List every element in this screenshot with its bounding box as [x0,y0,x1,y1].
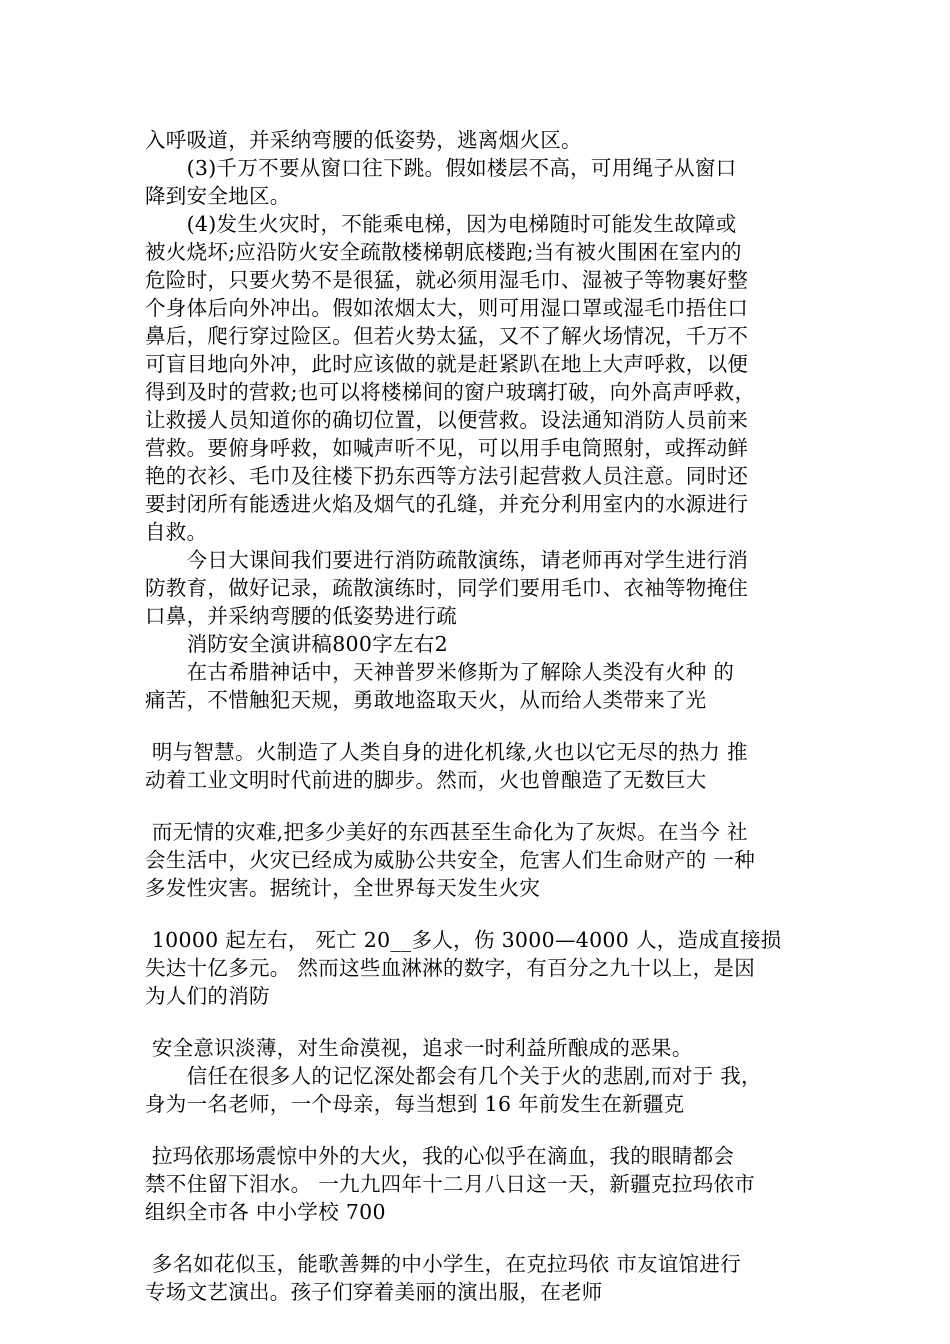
text-line: 安全意识淡薄，对生命漠视，追求一时利益所酿成的恶果。 [145,1036,693,1060]
text-line: (4)发生火灾时，不能乘电梯，因为电梯随时可能发生故障或 [145,212,737,236]
text-line: 身为一名老师，一个母亲，每当想到 16 年前发生在新疆克 [145,1092,685,1116]
text-line: 而无情的灾难,把多少美好的东西甚至生命化为了灰烬。在当今 社 [145,820,748,844]
text-line: 痛苦，不惜触犯天规，勇敢地盗取天火，从而给人类带来了光 [145,688,707,712]
text-line: 个身体后向外冲出。假如浓烟太大，则可用湿口罩或湿毛巾捂住口 [145,296,749,320]
text-line: 降到安全地区。 [145,184,291,208]
text-line: 防教育，做好记录，疏散演练时，同学们要用毛巾、衣袖等物掩住 [145,576,749,600]
text-line: 专场文艺演出。孩子们穿着美丽的演出服，在老师 [145,1280,603,1304]
text-line: 拉玛依那场震惊中外的大火，我的心似乎在滴血，我的眼睛都会 [145,1144,735,1168]
text-line: 被火烧坏;应沿防火安全疏散楼梯朝底楼跑;当有被火围困在室内的 [145,240,742,264]
text-line: 在古希腊神话中，天神普罗米修斯为了解除人类没有火种 的 [145,660,735,684]
text-line: 多发性灾害。据统计，全世界每天发生火灾 [145,876,541,900]
text-line: 失达十亿多元。 然而这些血淋淋的数字，有百分之九十以上，是因 [145,956,756,980]
text-line: (3)千万不要从窗口往下跳。假如楼层不高，可用绳子从窗口 [145,156,737,180]
text-line: 组织全市各 中小学校 700 [145,1200,386,1224]
text-line: 动着工业文明时代前进的脚步。然而，火也曾酿造了无数巨大 [145,768,707,792]
text-line: 明与智慧。火制造了人类自身的进化机缘,火也以它无尽的热力 推 [145,740,748,764]
text-line: 可盲目地向外冲，此时应该做的就是赶紧趴在地上大声呼救，以便 [145,352,749,376]
section-heading: 消防安全演讲稿800字左右2 [145,632,448,656]
text-line: 艳的衣衫、毛巾及往楼下扔东西等方法引起营救人员注意。同时还 [145,464,749,488]
text-line: 口鼻，并采纳弯腰的低姿势进行疏 [145,604,457,628]
text-line: 入呼吸道，并采纳弯腰的低姿势，逃离烟火区。 [145,128,582,152]
text-line: 10000 起左右， 死亡 20__多人，伤 3000—4000 人，造成直接损 [145,928,782,952]
text-line: 营救。要俯身呼救，如喊声听不见，可以用手电筒照射，或挥动鲜 [145,436,749,460]
text-line: 自救。 [145,520,208,544]
text-line: 让救援人员知道你的确切位置，以便营救。设法通知消防人员前来 [145,408,749,432]
text-line: 会生活中，火灾已经成为威胁公共安全，危害人们生命财产的 一种 [145,848,756,872]
text-line: 禁不住留下泪水。 一九九四年十二月八日这一天，新疆克拉玛依市 [145,1172,756,1196]
text-line: 得到及时的营救;也可以将楼梯间的窗户玻璃打破，向外高声呼救， [145,380,756,404]
text-line: 多名如花似玉，能歌善舞的中小学生，在克拉玛依 市友谊馆进行 [145,1252,742,1276]
text-line: 为人们的消防 [145,984,270,1008]
text-line: 要封闭所有能透进火焰及烟气的孔缝，并充分利用室内的水源进行 [145,492,749,516]
text-line: 信任在很多人的记忆深处都会有几个关于火的悲剧,而对于 我， [145,1064,762,1088]
text-line: 今日大课间我们要进行消防疏散演练，请老师再对学生进行消 [145,548,749,572]
text-line: 鼻后，爬行穿过险区。但若火势太猛，又不了解火场情况，千万不 [145,324,749,348]
text-line: 危险时，只要火势不是很猛，就必须用湿毛巾、湿被子等物裹好整 [145,268,749,292]
